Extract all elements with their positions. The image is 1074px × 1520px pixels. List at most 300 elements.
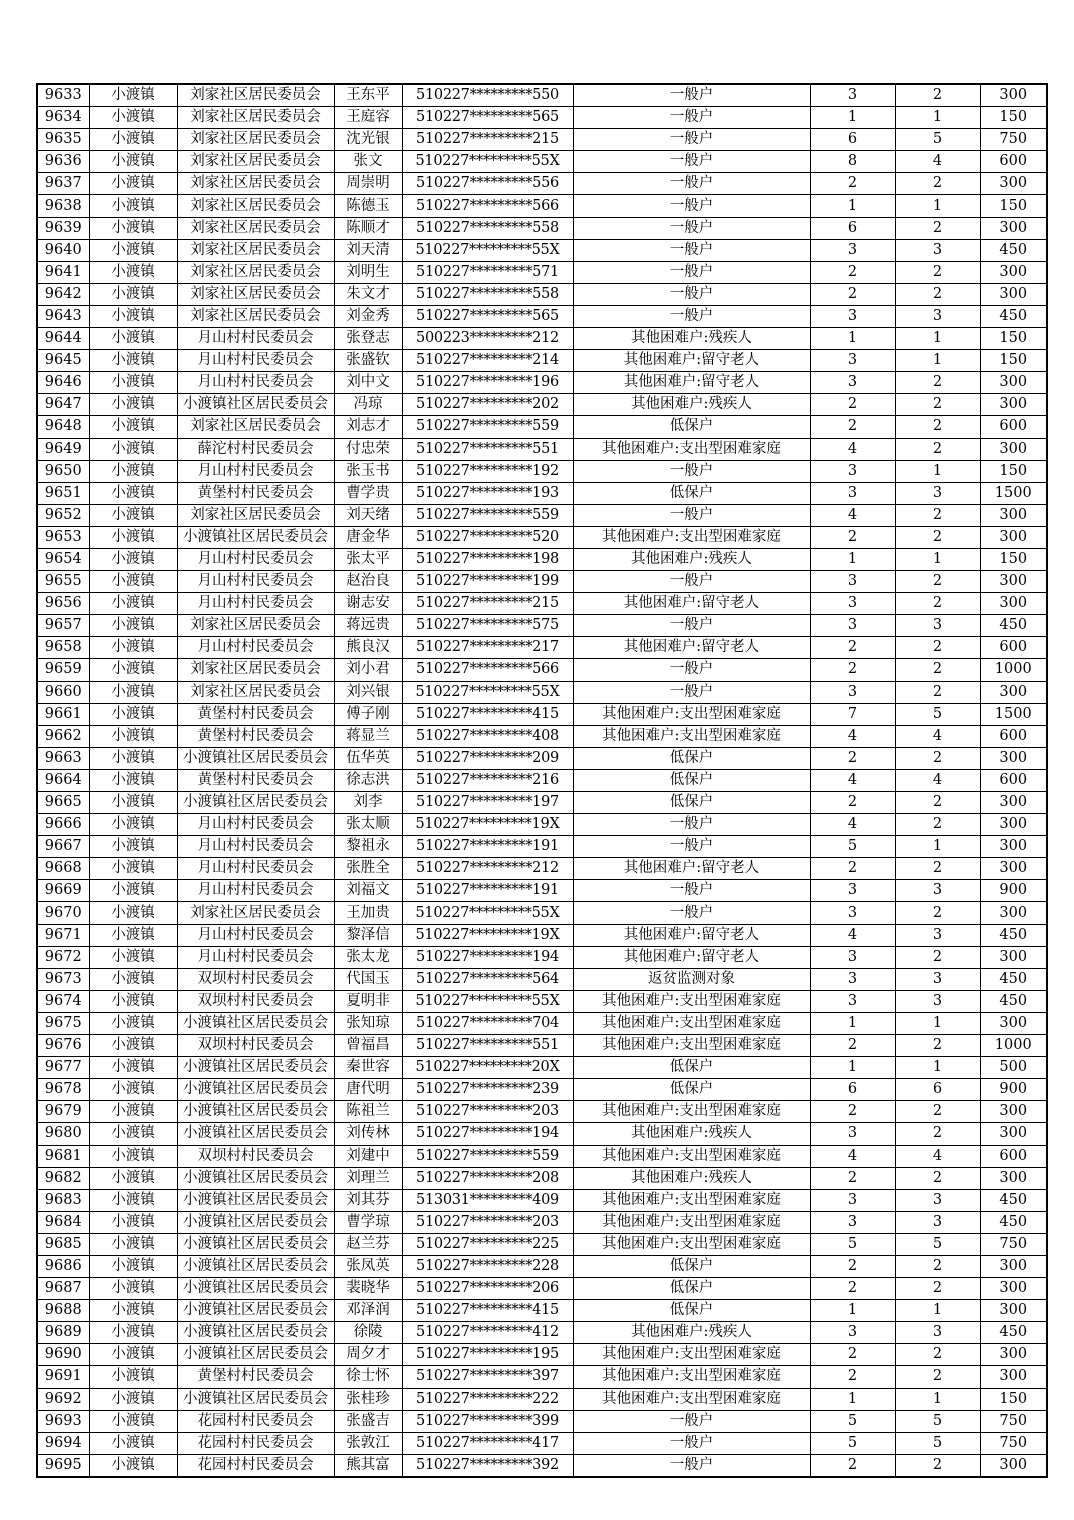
household-size-cell: 2 — [810, 261, 895, 283]
aided-persons-cell: 2 — [895, 1454, 980, 1477]
table-row — [37, 1079, 1047, 1101]
household-size-cell: 4 — [810, 769, 895, 791]
id-number-cell: 510227*********559 — [402, 416, 573, 438]
table-row — [37, 372, 1047, 394]
town-cell: 小渡镇 — [89, 792, 177, 814]
town-cell: 小渡镇 — [89, 1366, 177, 1388]
household-type-cell: 低保户 — [573, 792, 810, 814]
household-type-cell: 其他困难户:残疾人 — [573, 328, 810, 350]
town-cell: 小渡镇 — [89, 1278, 177, 1300]
id-number-cell: 510227*********399 — [402, 1410, 573, 1432]
table-row — [37, 1410, 1047, 1432]
town-cell: 小渡镇 — [89, 1344, 177, 1366]
table-row — [37, 1388, 1047, 1410]
household-type-cell: 一般户 — [573, 1410, 810, 1432]
household-size-cell: 3 — [810, 239, 895, 261]
id-number-cell: 510227*********558 — [402, 283, 573, 305]
amount-cell: 750 — [980, 129, 1047, 151]
serial-number-cell: 9648 — [37, 416, 89, 438]
table-row — [37, 1101, 1047, 1123]
town-cell: 小渡镇 — [89, 637, 177, 659]
household-type-cell: 一般户 — [573, 681, 810, 703]
serial-number-cell: 9685 — [37, 1233, 89, 1255]
aided-persons-cell: 1 — [895, 1012, 980, 1034]
table-row — [37, 836, 1047, 858]
household-size-cell: 2 — [810, 858, 895, 880]
household-size-cell: 6 — [810, 217, 895, 239]
town-cell: 小渡镇 — [89, 482, 177, 504]
amount-cell: 450 — [980, 239, 1047, 261]
name-cell: 张太平 — [334, 548, 402, 570]
name-cell: 张文 — [334, 151, 402, 173]
table-row — [37, 305, 1047, 327]
name-cell: 周夕才 — [334, 1344, 402, 1366]
committee-cell: 刘家社区居民委员会 — [177, 129, 334, 151]
amount-cell: 150 — [980, 1388, 1047, 1410]
household-type-cell: 低保户 — [573, 1057, 810, 1079]
id-number-cell: 510227*********239 — [402, 1079, 573, 1101]
household-type-cell: 其他困难户:留守老人 — [573, 858, 810, 880]
committee-cell: 双坝村村民委员会 — [177, 1145, 334, 1167]
town-cell: 小渡镇 — [89, 195, 177, 217]
household-type-cell: 其他困难户:支出型困难家庭 — [573, 526, 810, 548]
name-cell: 唐金华 — [334, 526, 402, 548]
household-size-cell: 3 — [810, 1322, 895, 1344]
table-row — [37, 659, 1047, 681]
aided-persons-cell: 1 — [895, 328, 980, 350]
name-cell: 刘建中 — [334, 1145, 402, 1167]
aided-persons-cell: 2 — [895, 504, 980, 526]
committee-cell: 刘家社区居民委员会 — [177, 217, 334, 239]
committee-cell: 小渡镇社区居民委员会 — [177, 1057, 334, 1079]
table-row — [37, 902, 1047, 924]
name-cell: 王加贵 — [334, 902, 402, 924]
household-type-cell: 低保户 — [573, 769, 810, 791]
household-size-cell: 5 — [810, 836, 895, 858]
household-size-cell: 2 — [810, 659, 895, 681]
committee-cell: 刘家社区居民委员会 — [177, 239, 334, 261]
committee-cell: 月山村村民委员会 — [177, 858, 334, 880]
serial-number-cell: 9683 — [37, 1189, 89, 1211]
name-cell: 刘其芬 — [334, 1189, 402, 1211]
id-number-cell: 510227*********397 — [402, 1366, 573, 1388]
table-row — [37, 990, 1047, 1012]
amount-cell: 300 — [980, 681, 1047, 703]
id-number-cell: 510227*********191 — [402, 880, 573, 902]
household-type-cell: 一般户 — [573, 217, 810, 239]
amount-cell: 150 — [980, 195, 1047, 217]
amount-cell: 300 — [980, 1454, 1047, 1477]
name-cell: 刘小君 — [334, 659, 402, 681]
serial-number-cell: 9677 — [37, 1057, 89, 1079]
id-number-cell: 510227*********214 — [402, 350, 573, 372]
serial-number-cell: 9679 — [37, 1101, 89, 1123]
town-cell: 小渡镇 — [89, 836, 177, 858]
household-type-cell: 其他困难户:残疾人 — [573, 1167, 810, 1189]
name-cell: 周崇明 — [334, 173, 402, 195]
committee-cell: 小渡镇社区居民委员会 — [177, 1322, 334, 1344]
amount-cell: 300 — [980, 84, 1047, 107]
id-number-cell: 510227*********198 — [402, 548, 573, 570]
household-type-cell: 其他困难户:残疾人 — [573, 548, 810, 570]
household-type-cell: 一般户 — [573, 814, 810, 836]
aided-persons-cell: 1 — [895, 1300, 980, 1322]
committee-cell: 月山村村民委员会 — [177, 328, 334, 350]
aided-persons-cell: 3 — [895, 305, 980, 327]
aided-persons-cell: 2 — [895, 659, 980, 681]
aided-persons-cell: 2 — [895, 571, 980, 593]
household-size-cell: 4 — [810, 504, 895, 526]
serial-number-cell: 9672 — [37, 946, 89, 968]
household-type-cell: 返贫监测对象 — [573, 968, 810, 990]
serial-number-cell: 9660 — [37, 681, 89, 703]
amount-cell: 300 — [980, 1278, 1047, 1300]
household-type-cell: 一般户 — [573, 195, 810, 217]
name-cell: 徐志洪 — [334, 769, 402, 791]
amount-cell: 150 — [980, 328, 1047, 350]
amount-cell: 1500 — [980, 703, 1047, 725]
town-cell: 小渡镇 — [89, 1101, 177, 1123]
committee-cell: 黄堡村村民委员会 — [177, 769, 334, 791]
household-size-cell: 5 — [810, 1410, 895, 1432]
aided-persons-cell: 3 — [895, 482, 980, 504]
committee-cell: 黄堡村村民委员会 — [177, 703, 334, 725]
amount-cell: 300 — [980, 1012, 1047, 1034]
table-row — [37, 173, 1047, 195]
serial-number-cell: 9654 — [37, 548, 89, 570]
id-number-cell: 510227*********415 — [402, 1300, 573, 1322]
id-number-cell: 510227*********197 — [402, 792, 573, 814]
serial-number-cell: 9687 — [37, 1278, 89, 1300]
committee-cell: 月山村村民委员会 — [177, 924, 334, 946]
household-size-cell: 1 — [810, 1300, 895, 1322]
table-row — [37, 504, 1047, 526]
household-type-cell: 其他困难户:残疾人 — [573, 1322, 810, 1344]
name-cell: 沈光银 — [334, 129, 402, 151]
aided-persons-cell: 2 — [895, 1278, 980, 1300]
serial-number-cell: 9686 — [37, 1255, 89, 1277]
town-cell: 小渡镇 — [89, 438, 177, 460]
table-row — [37, 924, 1047, 946]
committee-cell: 花园村村民委员会 — [177, 1454, 334, 1477]
id-number-cell: 510227*********559 — [402, 504, 573, 526]
serial-number-cell: 9667 — [37, 836, 89, 858]
amount-cell: 300 — [980, 1123, 1047, 1145]
household-type-cell: 其他困难户:支出型困难家庭 — [573, 1366, 810, 1388]
name-cell: 刘志才 — [334, 416, 402, 438]
committee-cell: 小渡镇社区居民委员会 — [177, 1101, 334, 1123]
table-row — [37, 593, 1047, 615]
amount-cell: 300 — [980, 836, 1047, 858]
table-row — [37, 725, 1047, 747]
committee-cell: 刘家社区居民委员会 — [177, 615, 334, 637]
id-number-cell: 510227*********203 — [402, 1101, 573, 1123]
id-number-cell: 510227*********203 — [402, 1211, 573, 1233]
serial-number-cell: 9670 — [37, 902, 89, 924]
aided-persons-cell: 1 — [895, 1388, 980, 1410]
committee-cell: 小渡镇社区居民委员会 — [177, 1079, 334, 1101]
committee-cell: 月山村村民委员会 — [177, 836, 334, 858]
id-number-cell: 510227*********195 — [402, 1344, 573, 1366]
household-size-cell: 1 — [810, 1057, 895, 1079]
household-size-cell: 3 — [810, 681, 895, 703]
household-size-cell: 4 — [810, 725, 895, 747]
household-size-cell: 2 — [810, 394, 895, 416]
household-size-cell: 2 — [810, 1167, 895, 1189]
household-type-cell: 一般户 — [573, 305, 810, 327]
amount-cell: 450 — [980, 924, 1047, 946]
table-row — [37, 84, 1047, 107]
amount-cell: 300 — [980, 1101, 1047, 1123]
committee-cell: 小渡镇社区居民委员会 — [177, 1123, 334, 1145]
id-number-cell: 510227*********193 — [402, 482, 573, 504]
household-type-cell: 一般户 — [573, 880, 810, 902]
aided-persons-cell: 2 — [895, 1167, 980, 1189]
household-type-cell: 其他困难户:留守老人 — [573, 593, 810, 615]
household-size-cell: 3 — [810, 902, 895, 924]
household-type-cell: 其他困难户:残疾人 — [573, 1123, 810, 1145]
id-number-cell: 510227*********212 — [402, 858, 573, 880]
serial-number-cell: 9661 — [37, 703, 89, 725]
amount-cell: 300 — [980, 1300, 1047, 1322]
amount-cell: 1000 — [980, 659, 1047, 681]
table-row — [37, 1454, 1047, 1477]
town-cell: 小渡镇 — [89, 350, 177, 372]
name-cell: 张桂珍 — [334, 1388, 402, 1410]
serial-number-cell: 9656 — [37, 593, 89, 615]
committee-cell: 月山村村民委员会 — [177, 571, 334, 593]
town-cell: 小渡镇 — [89, 1233, 177, 1255]
amount-cell: 300 — [980, 814, 1047, 836]
id-number-cell: 510227*********565 — [402, 305, 573, 327]
serial-number-cell: 9689 — [37, 1322, 89, 1344]
aided-persons-cell: 2 — [895, 372, 980, 394]
amount-cell: 750 — [980, 1233, 1047, 1255]
aided-persons-cell: 4 — [895, 725, 980, 747]
household-type-cell: 低保户 — [573, 1079, 810, 1101]
name-cell: 刘兴银 — [334, 681, 402, 703]
household-size-cell: 3 — [810, 1189, 895, 1211]
town-cell: 小渡镇 — [89, 526, 177, 548]
committee-cell: 小渡镇社区居民委员会 — [177, 1300, 334, 1322]
name-cell: 张登志 — [334, 328, 402, 350]
aided-persons-cell: 2 — [895, 416, 980, 438]
aided-persons-cell: 2 — [895, 173, 980, 195]
name-cell: 张太顺 — [334, 814, 402, 836]
amount-cell: 450 — [980, 1211, 1047, 1233]
table-row — [37, 1432, 1047, 1454]
household-size-cell: 2 — [810, 1035, 895, 1057]
id-number-cell: 510227*********392 — [402, 1454, 573, 1477]
amount-cell: 300 — [980, 1366, 1047, 1388]
aided-persons-cell: 3 — [895, 615, 980, 637]
table-row — [37, 328, 1047, 350]
aided-persons-cell: 2 — [895, 1035, 980, 1057]
aided-persons-cell: 3 — [895, 1211, 980, 1233]
id-number-cell: 510227*********408 — [402, 725, 573, 747]
town-cell: 小渡镇 — [89, 1322, 177, 1344]
name-cell: 王东平 — [334, 84, 402, 107]
table-row — [37, 107, 1047, 129]
table-row — [37, 394, 1047, 416]
town-cell: 小渡镇 — [89, 217, 177, 239]
town-cell: 小渡镇 — [89, 968, 177, 990]
table-row — [37, 1344, 1047, 1366]
household-type-cell: 一般户 — [573, 173, 810, 195]
id-number-cell: 510227*********20X — [402, 1057, 573, 1079]
serial-number-cell: 9638 — [37, 195, 89, 217]
committee-cell: 刘家社区居民委员会 — [177, 107, 334, 129]
aided-persons-cell: 1 — [895, 548, 980, 570]
serial-number-cell: 9647 — [37, 394, 89, 416]
serial-number-cell: 9674 — [37, 990, 89, 1012]
town-cell: 小渡镇 — [89, 1035, 177, 1057]
household-size-cell: 1 — [810, 1012, 895, 1034]
id-number-cell: 510227*********55X — [402, 151, 573, 173]
id-number-cell: 510227*********704 — [402, 1012, 573, 1034]
household-type-cell: 其他困难户:留守老人 — [573, 350, 810, 372]
id-number-cell: 513031*********409 — [402, 1189, 573, 1211]
name-cell: 张太龙 — [334, 946, 402, 968]
aided-persons-cell: 2 — [895, 593, 980, 615]
household-type-cell: 一般户 — [573, 1454, 810, 1477]
amount-cell: 300 — [980, 526, 1047, 548]
serial-number-cell: 9646 — [37, 372, 89, 394]
table-row — [37, 1145, 1047, 1167]
table-row — [37, 946, 1047, 968]
town-cell: 小渡镇 — [89, 1255, 177, 1277]
id-number-cell: 510227*********415 — [402, 703, 573, 725]
amount-cell: 300 — [980, 504, 1047, 526]
household-size-cell: 4 — [810, 1145, 895, 1167]
table-row — [37, 350, 1047, 372]
name-cell: 刘理兰 — [334, 1167, 402, 1189]
household-size-cell: 5 — [810, 1233, 895, 1255]
household-size-cell: 1 — [810, 195, 895, 217]
table-body — [37, 84, 1047, 1477]
committee-cell: 月山村村民委员会 — [177, 350, 334, 372]
household-type-cell: 其他困难户:支出型困难家庭 — [573, 1035, 810, 1057]
amount-cell: 300 — [980, 372, 1047, 394]
amount-cell: 600 — [980, 725, 1047, 747]
town-cell: 小渡镇 — [89, 416, 177, 438]
table-row — [37, 814, 1047, 836]
aided-persons-cell: 3 — [895, 239, 980, 261]
serial-number-cell: 9649 — [37, 438, 89, 460]
committee-cell: 小渡镇社区居民委员会 — [177, 1233, 334, 1255]
table-row — [37, 195, 1047, 217]
town-cell: 小渡镇 — [89, 328, 177, 350]
id-number-cell: 510227*********55X — [402, 681, 573, 703]
household-type-cell: 其他困难户:支出型困难家庭 — [573, 1101, 810, 1123]
committee-cell: 花园村村民委员会 — [177, 1432, 334, 1454]
serial-number-cell: 9673 — [37, 968, 89, 990]
household-size-cell: 2 — [810, 526, 895, 548]
id-number-cell: 510227*********191 — [402, 836, 573, 858]
aided-persons-cell: 2 — [895, 394, 980, 416]
committee-cell: 小渡镇社区居民委员会 — [177, 747, 334, 769]
serial-number-cell: 9671 — [37, 924, 89, 946]
town-cell: 小渡镇 — [89, 1388, 177, 1410]
household-type-cell: 低保户 — [573, 1255, 810, 1277]
town-cell: 小渡镇 — [89, 659, 177, 681]
table-row — [37, 460, 1047, 482]
name-cell: 张玉书 — [334, 460, 402, 482]
town-cell: 小渡镇 — [89, 305, 177, 327]
amount-cell: 300 — [980, 283, 1047, 305]
aided-persons-cell: 4 — [895, 769, 980, 791]
household-type-cell: 一般户 — [573, 571, 810, 593]
serial-number-cell: 9690 — [37, 1344, 89, 1366]
committee-cell: 月山村村民委员会 — [177, 593, 334, 615]
id-number-cell: 510227*********209 — [402, 747, 573, 769]
table-row — [37, 968, 1047, 990]
aided-persons-cell: 3 — [895, 968, 980, 990]
id-number-cell: 510227*********19X — [402, 814, 573, 836]
serial-number-cell: 9669 — [37, 880, 89, 902]
aided-persons-cell: 2 — [895, 747, 980, 769]
aided-persons-cell: 5 — [895, 1233, 980, 1255]
household-type-cell: 其他困难户:支出型困难家庭 — [573, 703, 810, 725]
serial-number-cell: 9658 — [37, 637, 89, 659]
table-row — [37, 1366, 1047, 1388]
town-cell: 小渡镇 — [89, 858, 177, 880]
aided-persons-cell: 6 — [895, 1079, 980, 1101]
name-cell: 熊良汉 — [334, 637, 402, 659]
household-size-cell: 2 — [810, 1344, 895, 1366]
name-cell: 黎泽信 — [334, 924, 402, 946]
name-cell: 秦世容 — [334, 1057, 402, 1079]
committee-cell: 刘家社区居民委员会 — [177, 151, 334, 173]
household-size-cell: 3 — [810, 305, 895, 327]
name-cell: 刘中文 — [334, 372, 402, 394]
town-cell: 小渡镇 — [89, 681, 177, 703]
household-size-cell: 4 — [810, 438, 895, 460]
committee-cell: 月山村村民委员会 — [177, 548, 334, 570]
household-size-cell: 2 — [810, 792, 895, 814]
amount-cell: 300 — [980, 1344, 1047, 1366]
household-size-cell: 2 — [810, 1101, 895, 1123]
serial-number-cell: 9682 — [37, 1167, 89, 1189]
table-row — [37, 1035, 1047, 1057]
household-type-cell: 一般户 — [573, 504, 810, 526]
amount-cell: 600 — [980, 416, 1047, 438]
aided-persons-cell: 3 — [895, 990, 980, 1012]
committee-cell: 刘家社区居民委员会 — [177, 681, 334, 703]
table-row — [37, 416, 1047, 438]
aided-persons-cell: 2 — [895, 902, 980, 924]
committee-cell: 刘家社区居民委员会 — [177, 416, 334, 438]
aided-persons-cell: 2 — [895, 681, 980, 703]
amount-cell: 300 — [980, 1255, 1047, 1277]
name-cell: 唐代明 — [334, 1079, 402, 1101]
id-number-cell: 510227*********225 — [402, 1233, 573, 1255]
serial-number-cell: 9642 — [37, 283, 89, 305]
table-row — [37, 283, 1047, 305]
household-type-cell: 其他困难户:残疾人 — [573, 394, 810, 416]
id-number-cell: 510227*********202 — [402, 394, 573, 416]
committee-cell: 薛沱村村民委员会 — [177, 438, 334, 460]
name-cell: 徐陵 — [334, 1322, 402, 1344]
name-cell: 裴晓华 — [334, 1278, 402, 1300]
table-row — [37, 615, 1047, 637]
table-row — [37, 1167, 1047, 1189]
id-number-cell: 510227*********564 — [402, 968, 573, 990]
town-cell: 小渡镇 — [89, 990, 177, 1012]
household-type-cell: 一般户 — [573, 615, 810, 637]
serial-number-cell: 9655 — [37, 571, 89, 593]
household-type-cell: 低保户 — [573, 747, 810, 769]
